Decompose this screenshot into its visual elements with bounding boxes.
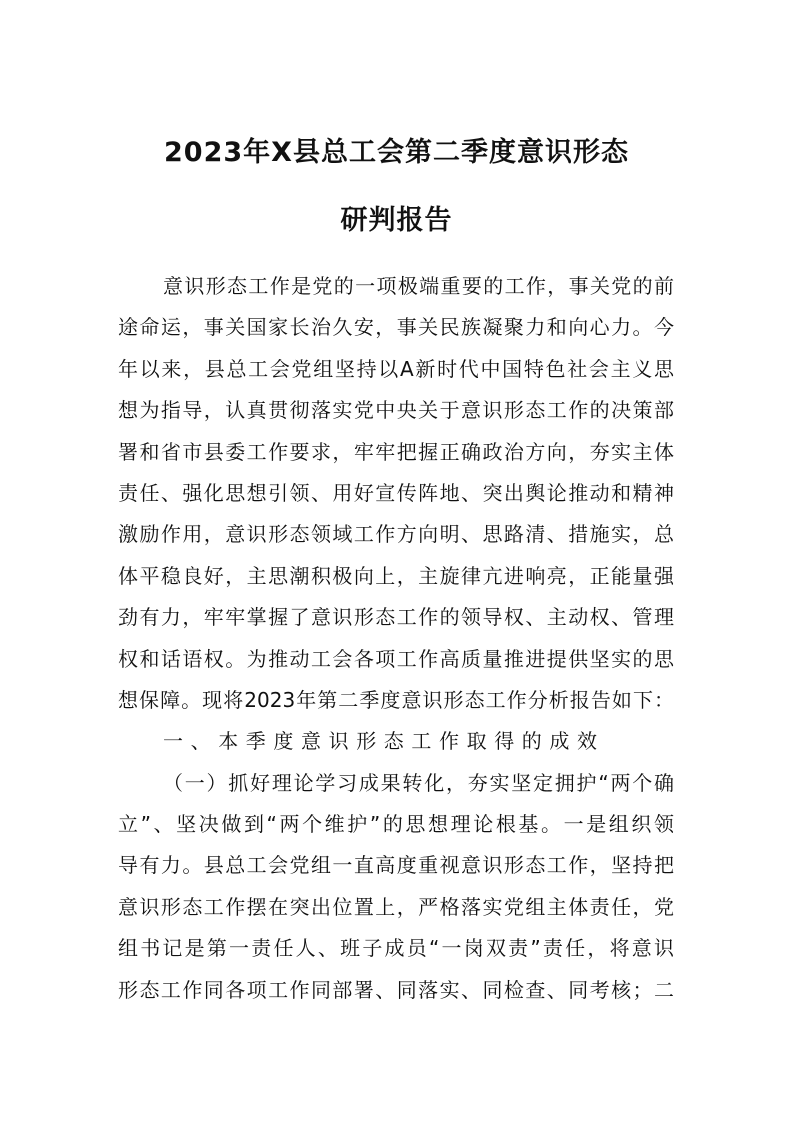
document-body (118, 270, 674, 1015)
text-line: 权和话语权。为推动工会各项工作高质量推进提供坚实的思 (118, 646, 674, 671)
text-line: 意识形态工作是党的一项极端重要的工作，事关党的前 (163, 274, 674, 298)
document-title-line-1: 2023年X县总工会第二季度意识形态 (164, 137, 629, 168)
document-title-line-2: 研判报告 (340, 205, 453, 236)
intro-paragraph (118, 270, 674, 725)
text-line: 立”、坚决做到“两个维护”的思想理论根基。一是组织领 (118, 812, 674, 837)
subsection-paragraph (118, 767, 674, 1015)
text-line: 激励作用，意识形态领域工作方向明、思路清、措施实，总 (118, 522, 674, 547)
text-line: 劲有力，牢牢掌握了意识形态工作的领导权、主动权、管理 (118, 605, 674, 630)
text-line: 体平稳良好，主思潮积极向上，主旋律亢进响亮，正能量强 (118, 563, 674, 588)
text-line: 年以来，县总工会党组坚持以A新时代中国特色社会主义思 (118, 356, 674, 381)
text-line: 意识形态工作摆在突出位置上，严格落实党组主体责任，党 (118, 894, 674, 919)
text-line: 责任、强化思想引领、用好宣传阵地、突出舆论推动和精神 (118, 480, 674, 505)
section-heading: 一、本季度意识形态工作取得的成效 (163, 729, 605, 754)
text-line: 组书记是第一责任人、班子成员“一岗双责”责任，将意识 (118, 936, 674, 961)
text-line: 署和省市县委工作要求，牢牢把握正确政治方向，夯实主体 (118, 439, 674, 464)
text-line: （一）抓好理论学习成果转化，夯实坚定拥护“两个确 (163, 770, 674, 795)
text-line: 形态工作同各项工作同部署、同落实、同检查、同考核；二 (118, 977, 674, 1002)
text-line: 想为指导，认真贯彻落实党中央关于意识形态工作的决策部 (118, 398, 674, 423)
text-line: 想保障。现将2023年第二季度意识形态工作分析报告如下： (118, 687, 674, 712)
text-line: 途命运，事关国家长治久安，事关民族凝聚力和向心力。今 (118, 315, 674, 340)
text-line: 导有力。县总工会党组一直高度重视意识形态工作，坚持把 (118, 853, 674, 878)
